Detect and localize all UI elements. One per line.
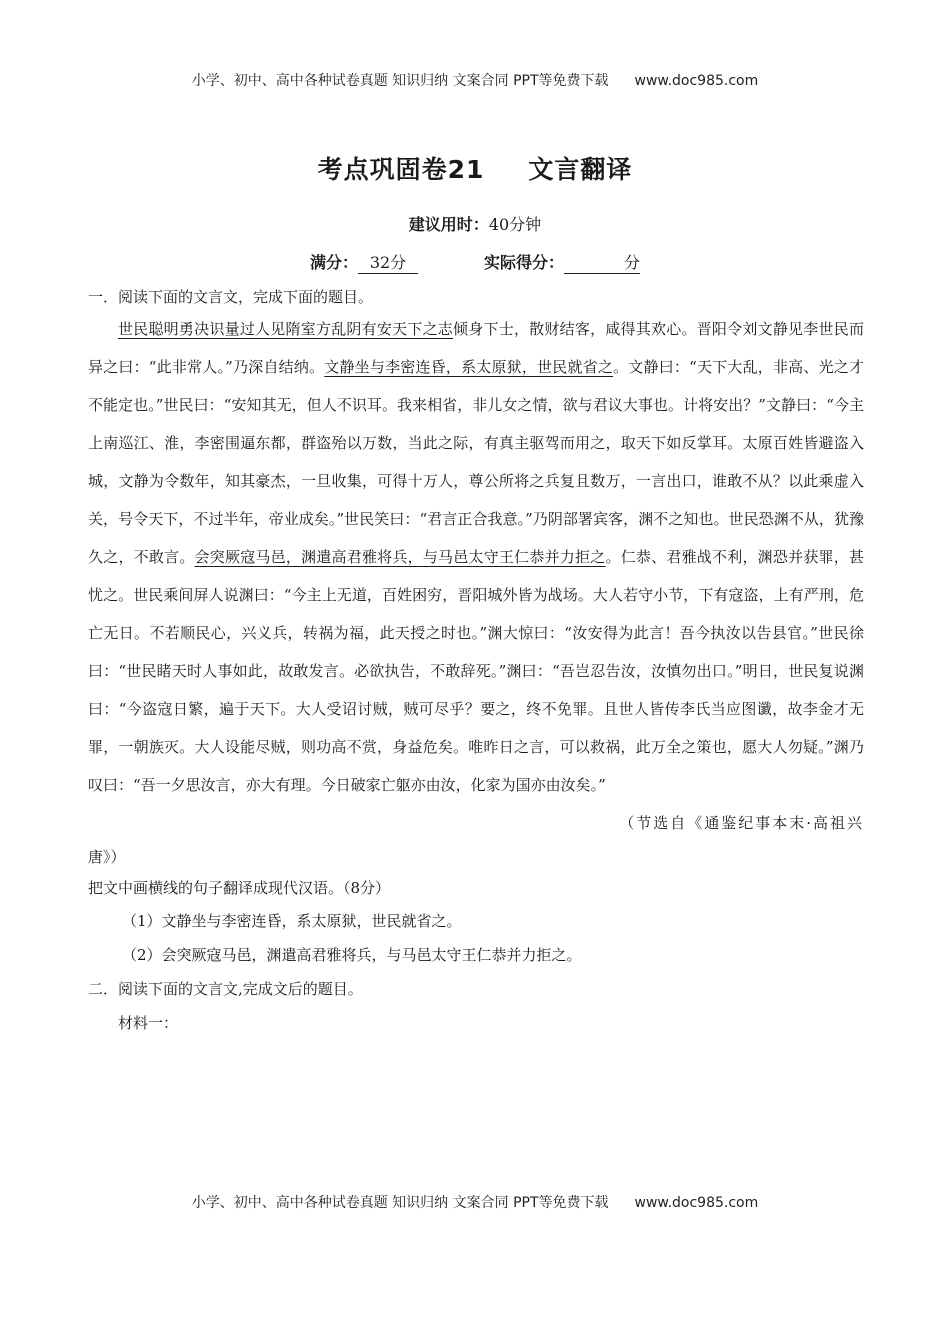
section-1-heading: 一．阅读下面的文言文，完成下面的题目。 [88, 288, 374, 306]
actual-score-label: 实际得分： [484, 253, 565, 272]
underlined-sentence-1: 世民聪明勇决识量过人见隋室方乱阴有安天下之志 [118, 320, 454, 338]
page-title [0, 150, 950, 186]
underlined-sentence-3: 会突厥寇马邑，渊遣高君雅将兵，与马邑太守王仁恭并力拒之 [194, 548, 606, 566]
passage-text-1: 倾身下士，散财结客，咸得其欢心。晋阳令刘文静见李世民而异之曰：“此非常人。”乃深自结纳。 [88, 320, 864, 376]
classical-passage [88, 310, 864, 804]
passage-text-3: 。仁恭、君雅战不利，渊恐并获罪，甚忧之。世民乘间屏人说渊曰：“今主上无道，百姓困穷，晋阳城外皆为战场。大人若守小节，下有寇盗，上有严刑，危亡无日。不若顺民心，兴义兵，转祸为福，此天授之时也。”渊大惊曰：“汝安得为此言！吾今执汝以告县官。”世民徐曰：“世民睹天时人事如此，故敢发言。必欲执告，不敢辞死。”渊曰：“吾岂忍告汝，汝慎勿出口。”明日，世民复说渊曰：“今盗寇日繁，遍于天下。大人受诏讨贼，贼可尽乎？要之，终不免罪。且世人皆传李氏当应图谶，故李金才无罪，一朝族灭。大人设能尽贼，则功高不赏，身益危矣。唯昨日之言，可以救祸，此万全之策也，愿大人勿疑。”渊乃叹曰：“吾一夕思汝言，亦大有理。今日破家亡躯亦由汝，化家为国亦由汝矣。” [88, 548, 864, 794]
translation-question: 把文中画横线的句子翻译成现代汉语。（8分） [88, 879, 391, 897]
material-1-label: 材料一： [118, 1014, 179, 1032]
passage-source: （节选自《通鉴纪事本末·高祖兴 [619, 814, 864, 832]
footer-text: 小学、初中、高中各种试卷真题 知识归纳 文案合同 PPT等免费下载 [191, 1195, 609, 1211]
section-2-heading: 二．阅读下面的文言文,完成文后的题目。 [88, 980, 363, 998]
question-item-1: （1）文静坐与李密连昏，系太原狱，世民就省之。 [122, 912, 462, 930]
question-item-2: （2）会突厥寇马邑，渊遣高君雅将兵，与马邑太守王仁恭并力拒之。 [122, 946, 582, 964]
suggested-time-label: 建议用时： [408, 215, 489, 234]
page-footer [0, 1192, 950, 1212]
header-site-link[interactable]: www.doc985.com [634, 73, 759, 89]
footer-site-link[interactable]: www.doc985.com [634, 1195, 759, 1211]
title-right: 文言翻译 [528, 155, 633, 184]
actual-score-blank[interactable]: 分 [564, 250, 640, 274]
page-header [0, 70, 950, 90]
exam-content [88, 284, 864, 1040]
passage-text-2: 。文静曰：“天下大乱，非高、光之才不能定也。”世民曰：“安知其无，但人不识耳。我来相省，非儿女之情，欲与君议大事也。计将安出？”文静曰：“今主上南巡江、淮，李密围逼东都，群盗殆以万数，当此之际，有真主驱驾而用之，取天下如反掌耳。太原百姓皆避盗入城，文静为令数年，知其豪杰，一旦收集，可得十万人，尊公所将之兵复且数万，一言出口，谁敢不从？以此乘虚入关，号令天下，不过半年，帝业成矣。”世民笑曰：“君言正合我意。”乃阴部署宾客，渊不之知也。世民恐渊不从，犹豫久之，不敢言。 [88, 358, 864, 566]
suggested-time [0, 212, 950, 235]
underlined-sentence-2: 文静坐与李密连昏，系太原狱，世民就省之 [324, 358, 614, 376]
suggested-time-value: 40分钟 [488, 215, 542, 234]
score-line [0, 250, 950, 274]
title-left: 考点巩固卷21 [317, 155, 485, 184]
full-score-value: 32分 [358, 250, 418, 274]
passage-source-end: 唐》） [88, 848, 126, 866]
header-text: 小学、初中、高中各种试卷真题 知识归纳 文案合同 PPT等免费下载 [191, 73, 609, 89]
full-score-label: 满分： [309, 253, 358, 272]
